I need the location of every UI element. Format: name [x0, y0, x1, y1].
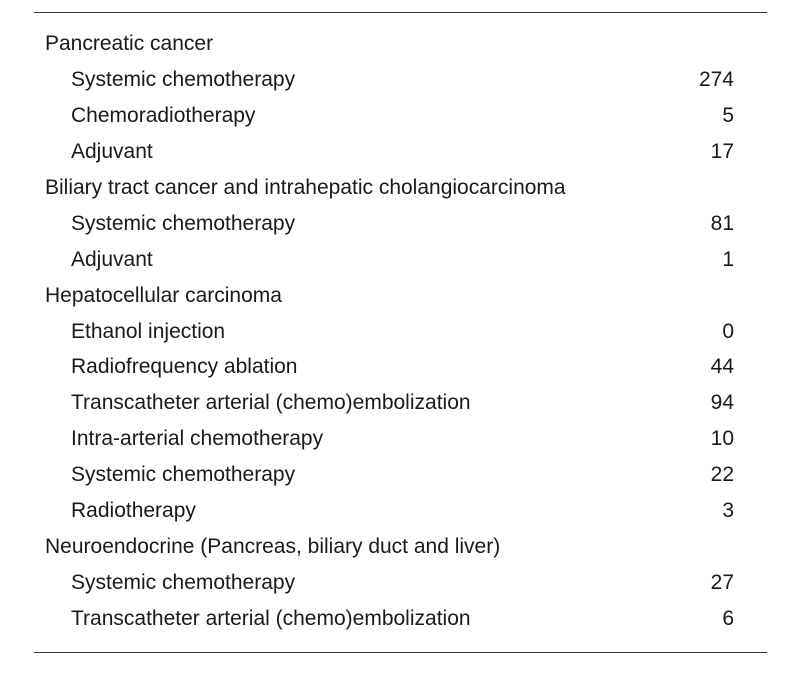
- table-row: [34, 564, 767, 600]
- row-label: Radiofrequency ablation: [71, 355, 298, 379]
- row-value: 44: [710, 355, 734, 379]
- table-row: [34, 62, 767, 98]
- table-row: [34, 241, 767, 277]
- group-label: Hepatocellular carcinoma: [45, 283, 282, 307]
- table-top-rule: [34, 12, 767, 13]
- table-group-row: [34, 26, 767, 62]
- table-row: [34, 313, 767, 349]
- row-value: 27: [710, 570, 734, 594]
- row-value: 94: [710, 391, 734, 415]
- row-label: Ethanol injection: [71, 319, 226, 343]
- row-label: Systemic chemotherapy: [71, 211, 296, 235]
- row-label: Chemoradiotherapy: [71, 104, 256, 128]
- row-label: Adjuvant: [71, 140, 153, 164]
- group-label: Biliary tract cancer and intrahepatic cholangiocarcinoma: [45, 176, 566, 199]
- table-row: [34, 493, 767, 529]
- row-value: 0: [722, 319, 734, 343]
- row-label: Transcatheter arterial (chemo)embolization: [71, 391, 471, 415]
- row-value: 81: [710, 211, 734, 235]
- table-group-row: [34, 170, 767, 206]
- row-value: 3: [722, 499, 734, 523]
- table-group-row: [34, 277, 767, 313]
- group-label: Neuroendocrine (Pancreas, biliary duct and liver): [45, 534, 501, 558]
- table-row: [34, 600, 767, 636]
- group-label: Pancreatic cancer: [45, 32, 214, 56]
- row-label: Radiotherapy: [71, 499, 196, 523]
- row-label: Adjuvant: [71, 247, 153, 271]
- row-label: Intra-arterial chemotherapy: [71, 427, 324, 451]
- row-value: 274: [698, 68, 734, 92]
- table-row: [34, 349, 767, 385]
- table-row: [34, 457, 767, 493]
- row-value: 10: [710, 427, 734, 451]
- row-value: 17: [710, 140, 734, 164]
- row-value: 5: [722, 104, 734, 128]
- row-value: 6: [722, 606, 734, 630]
- table-row: [34, 205, 767, 241]
- table-row: [34, 134, 767, 170]
- row-value: 22: [710, 463, 734, 487]
- table-row: [34, 421, 767, 457]
- table-row: [34, 98, 767, 134]
- row-label: Systemic chemotherapy: [71, 570, 296, 594]
- row-label: Transcatheter arterial (chemo)embolization: [71, 606, 471, 630]
- table-group-row: [34, 528, 767, 564]
- table-row: [34, 385, 767, 421]
- table-body: [34, 26, 767, 636]
- row-label: Systemic chemotherapy: [71, 463, 296, 487]
- table-bottom-rule: [34, 652, 767, 653]
- row-label: Systemic chemotherapy: [71, 68, 296, 92]
- treatment-table: [34, 12, 767, 653]
- row-value: 1: [722, 247, 734, 271]
